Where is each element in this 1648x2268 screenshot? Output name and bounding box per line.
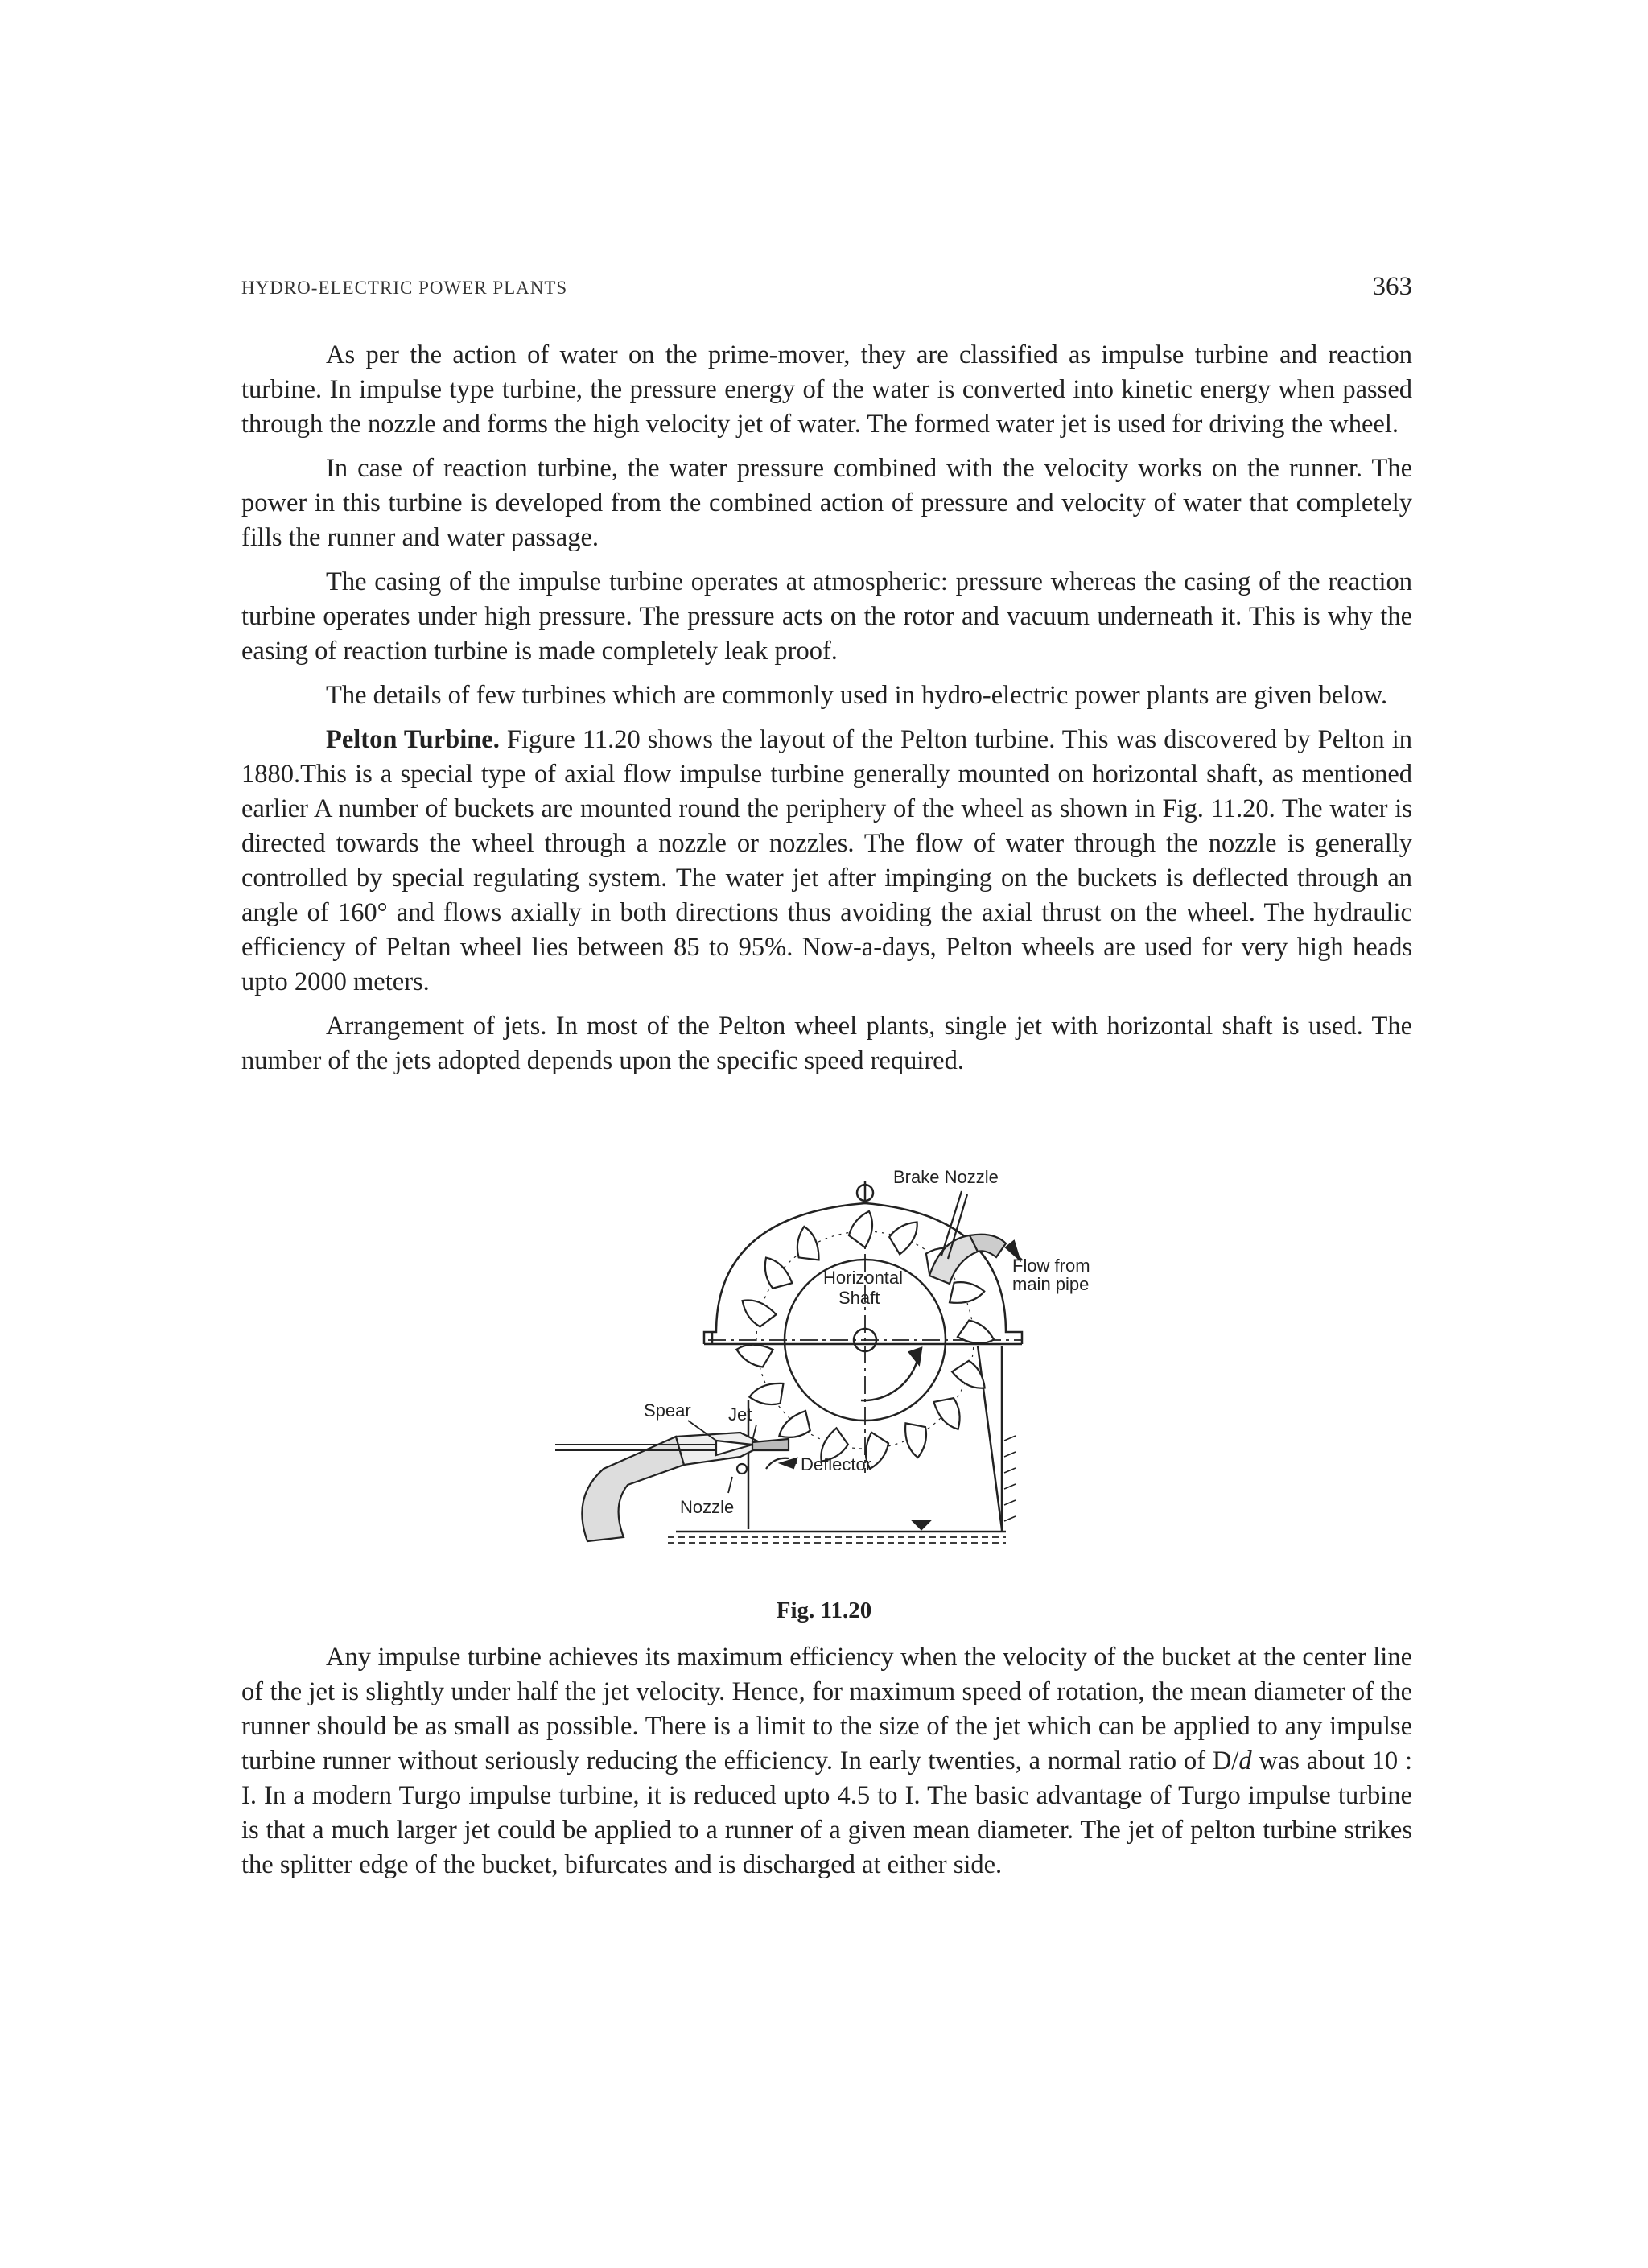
body-text (241, 338, 1412, 1088)
paragraph: In case of reaction turbine, the water pressure combined with the velocity works on the runner. The power in this turbine is developed from the combined action of pressure and velocity of water that completely fills the runner and water passage. (241, 454, 1412, 552)
pelton-text: Figure 11.20 shows the layout of the Pelton turbine. This was discovered by Pelton in 1880.This is a special type of axial flow impulse turbine generally mounted on horizontal shaft, as mentioned earlier A number of buckets are mounted round the periphery of the wheel as shown in Fig. 11.20. The water is directed towards the wheel through a nozzle or nozzles. The flow of water through the nozzle is generally controlled by special regulating system. The water jet after impinging on the buckets is deflected through an angle of 160° and flows axially in both directions thus avoiding the axial thrust on the wheel. The hydraulic efficiency of Peltan wheel lies between 85 to 95%. Now-a-days, Pelton wheels are used for very high heads upto 2000 meters. (241, 725, 1413, 996)
pelton-heading: Pelton Turbine. (326, 725, 500, 754)
arrangement-paragraph: Arrangement of jets. In most of the Pelton wheel plants, single jet with horizontal shaft is used. The number of the jets adopted depends upon the specific speed required. (241, 1012, 1412, 1075)
label-flow-from: Flow from (1012, 1256, 1090, 1276)
label-main-pipe: main pipe (1012, 1274, 1090, 1294)
closing-paragraph (241, 1640, 1412, 1882)
label-brake-nozzle: Brake Nozzle (893, 1167, 999, 1187)
closing-italic-d: d (1238, 1746, 1252, 1775)
closing-part-b: was about 10 : I. In a modern Turgo impulse turbine, it is reduced upto 4.5 to I. The basic advantage of Turgo impulse turbine is that a much larger jet could be applied to a runner of a given mean diameter. The jet of pelton turbine strikes the splitter edge of the bucket, bifurcates and is discharged at either side. (241, 1746, 1412, 1879)
running-head: HYDRO-ELECTRIC POWER PLANTS (241, 278, 568, 298)
label-spear: Spear (644, 1400, 691, 1421)
label-horizontal: Horizontal (823, 1268, 904, 1288)
closing-part-a: Any impulse turbine achieves its maximum efficiency when the velocity of the bucket at the center line of the jet is slightly under half the jet velocity. Hence, for maximum speed of rotation, the mean diameter of the runner should be as small as possible. There is a limit to the size of the jet which can be applied to any impulse turbine runner without seriously reducing the efficiency. In early twenties, a normal ratio of D/ (241, 1643, 1412, 1775)
pelton-paragraph (241, 723, 1412, 1000)
pelton-turbine-diagram (555, 1159, 1119, 1577)
paragraph: The casing of the impulse turbine operates at atmospheric: pressure whereas the casing of the reaction turbine operates under high pressure. The pressure acts on the rotor and vacuum underneath it. This is why the easing of reaction turbine is made completely leak proof. (241, 567, 1412, 666)
paragraph: The details of few turbines which are commonly used in hydro-electric power plants are given below. (326, 681, 1388, 710)
paragraph: As per the action of water on the prime-mover, they are classified as impulse turbine and reaction turbine. In impulse type turbine, the pressure energy of the water is converted into kinetic energy when passed through the nozzle and forms the high velocity jet of water. The formed water jet is used for driving the wheel. (241, 340, 1412, 439)
pelton-turbine-figure (555, 1159, 1119, 1577)
figure-caption: Fig. 11.20 (776, 1598, 872, 1623)
page-number: 363 (1372, 272, 1412, 301)
brake-nozzle (929, 1191, 1020, 1284)
label-jet: Jet (728, 1404, 752, 1425)
label-shaft: Shaft (838, 1288, 880, 1308)
label-deflector: Deflector (801, 1454, 872, 1474)
label-nozzle: Nozzle (680, 1497, 735, 1517)
closing-text (241, 1640, 1412, 1882)
